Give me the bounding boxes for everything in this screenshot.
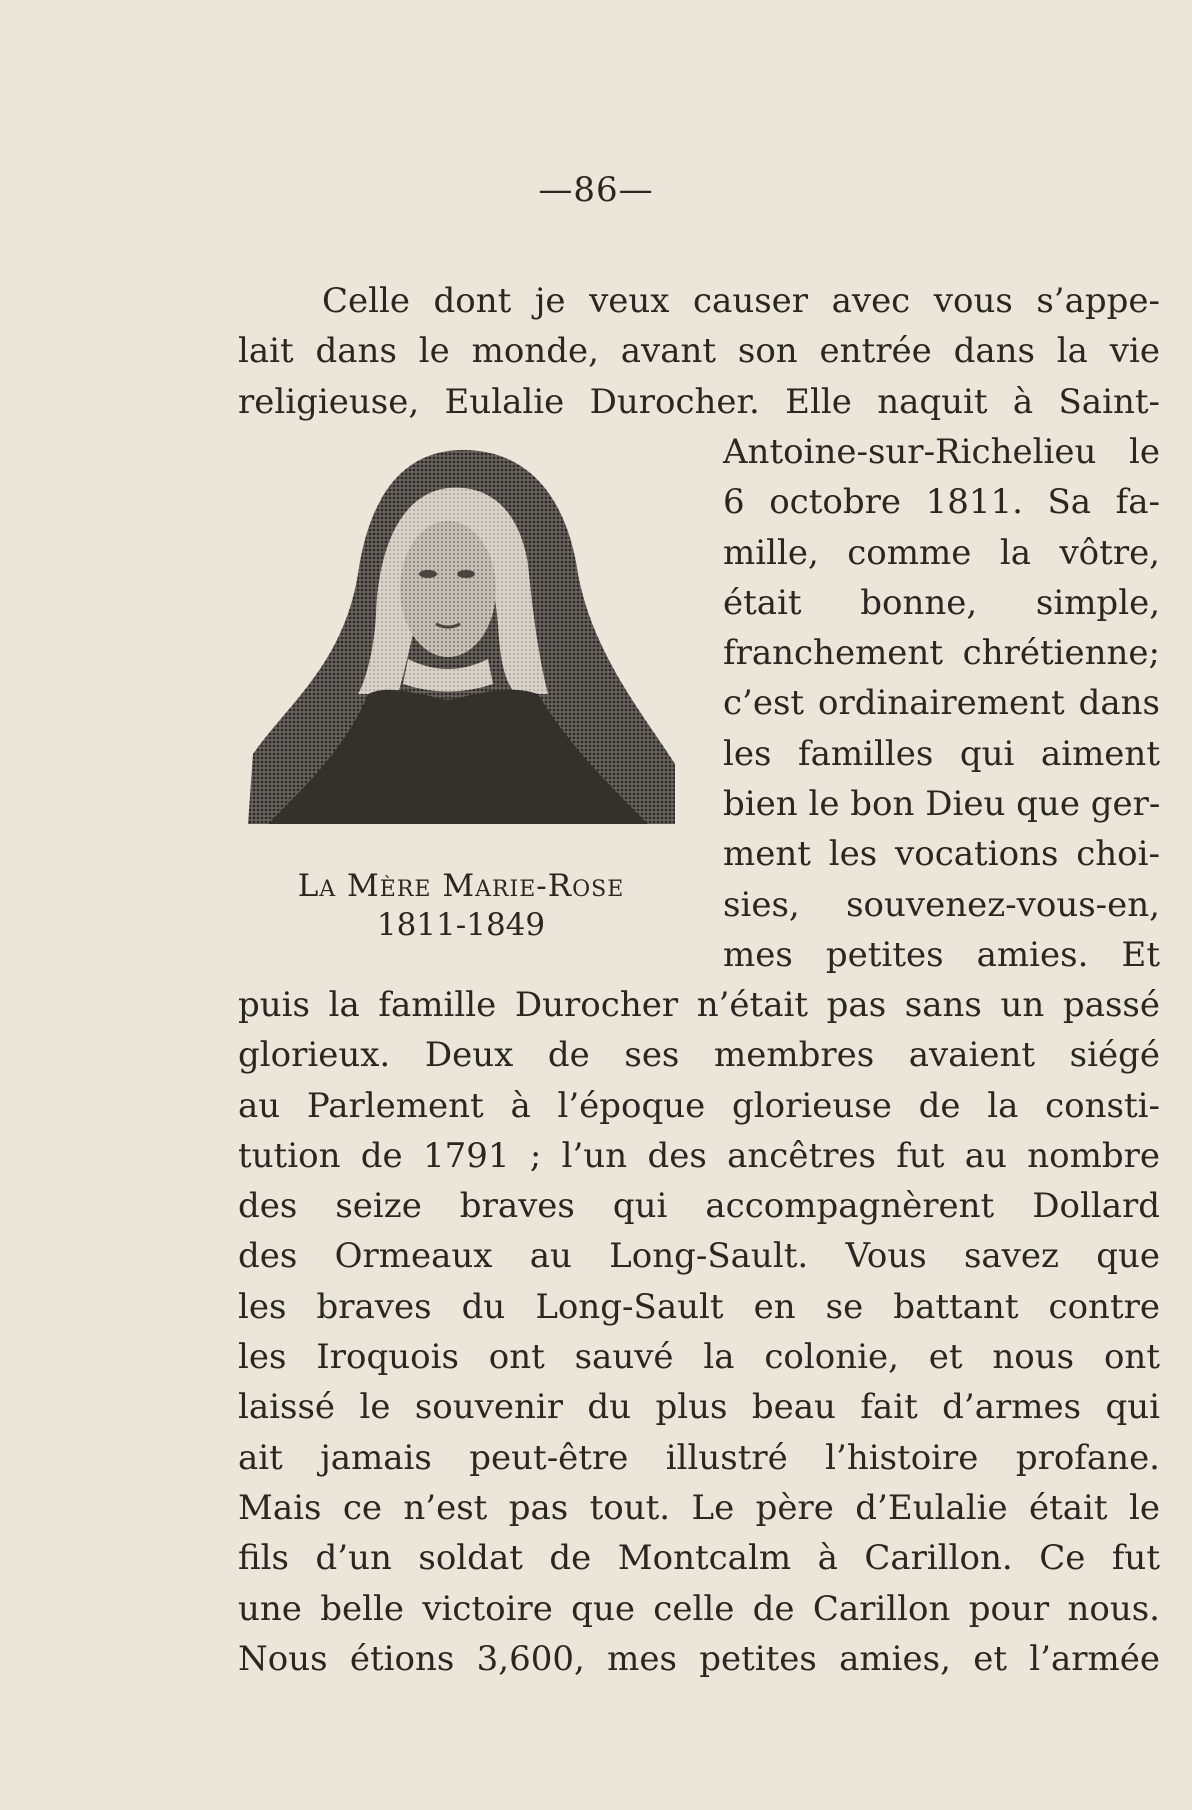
- text-line: Nous étions 3,600, mes petites amies, et l’armée: [238, 1638, 1160, 1679]
- text-line: 6 octobre 1811. Sa fa-: [723, 482, 1160, 523]
- text-line: fils d’un soldat de Montcalm à Carillon. Ce fut: [238, 1538, 1160, 1579]
- text-line: c’est ordinairement dans: [723, 683, 1160, 724]
- text-line: une belle victoire que celle de Carillon pour nous.: [238, 1588, 1160, 1629]
- text-line: bien le bon Dieu que ger-: [723, 784, 1161, 825]
- portrait-dates: 1811-1849: [376, 907, 546, 943]
- text-line: Celle dont je veux causer avec vous s’appe-: [322, 281, 1160, 321]
- text-line: franchement chrétienne;: [723, 633, 1160, 674]
- text-line: laissé le souvenir du plus beau fait d’armes qui: [238, 1387, 1160, 1428]
- wrapped-text-column: [723, 427, 1160, 980]
- text-line: Mais ce n’est pas tout. Le père d’Eulalie était le: [238, 1487, 1160, 1528]
- intro-paragraph: [238, 276, 1160, 427]
- text-line: au Parlement à l’époque glorieuse de la consti-: [238, 1085, 1160, 1126]
- text-line: religieuse, Eulalie Durocher. Elle naquit à Saint-: [238, 381, 1160, 422]
- text-line: glorieux. Deux de ses membres avaient siégé: [238, 1035, 1160, 1076]
- text-line: ment les vocations choi-: [723, 834, 1160, 875]
- text-line: mes petites amies. Et: [723, 934, 1160, 975]
- text-line: des seize braves qui accompagnèrent Dollard: [238, 1186, 1160, 1227]
- page-number: —86—: [538, 170, 654, 210]
- text-line: ait jamais peut-être illustré l’histoire profane.: [238, 1437, 1160, 1478]
- portrait-illustration: [248, 444, 675, 848]
- continuation-paragraph: [238, 980, 1160, 1684]
- text-line: puis la famille Durocher n’était pas sans un passé: [238, 985, 1160, 1025]
- text-line: lait dans le monde, avant son entrée dans la vie: [238, 331, 1160, 372]
- portrait-caption: La Mère Marie-Rose: [297, 868, 625, 904]
- text-line: sies, souvenez-vous-en,: [723, 884, 1160, 925]
- text-line: les familles qui aiment: [723, 733, 1160, 774]
- text-line: les Iroquois ont sauvé la colonie, et nous ont: [238, 1337, 1160, 1378]
- portrait-wrap-zone: [238, 427, 1160, 980]
- text-line: des Ormeaux au Long-Sault. Vous savez que: [238, 1236, 1160, 1277]
- text-line: Antoine-sur-Richelieu le: [723, 432, 1160, 472]
- text-line: les braves du Long-Sault en se battant contre: [238, 1286, 1160, 1327]
- text-line: mille, comme la vôtre,: [723, 532, 1160, 573]
- text-line: tution de 1791 ; l’un des ancêtres fut au nombre: [238, 1135, 1160, 1176]
- text-line: était bonne, simple,: [723, 582, 1160, 623]
